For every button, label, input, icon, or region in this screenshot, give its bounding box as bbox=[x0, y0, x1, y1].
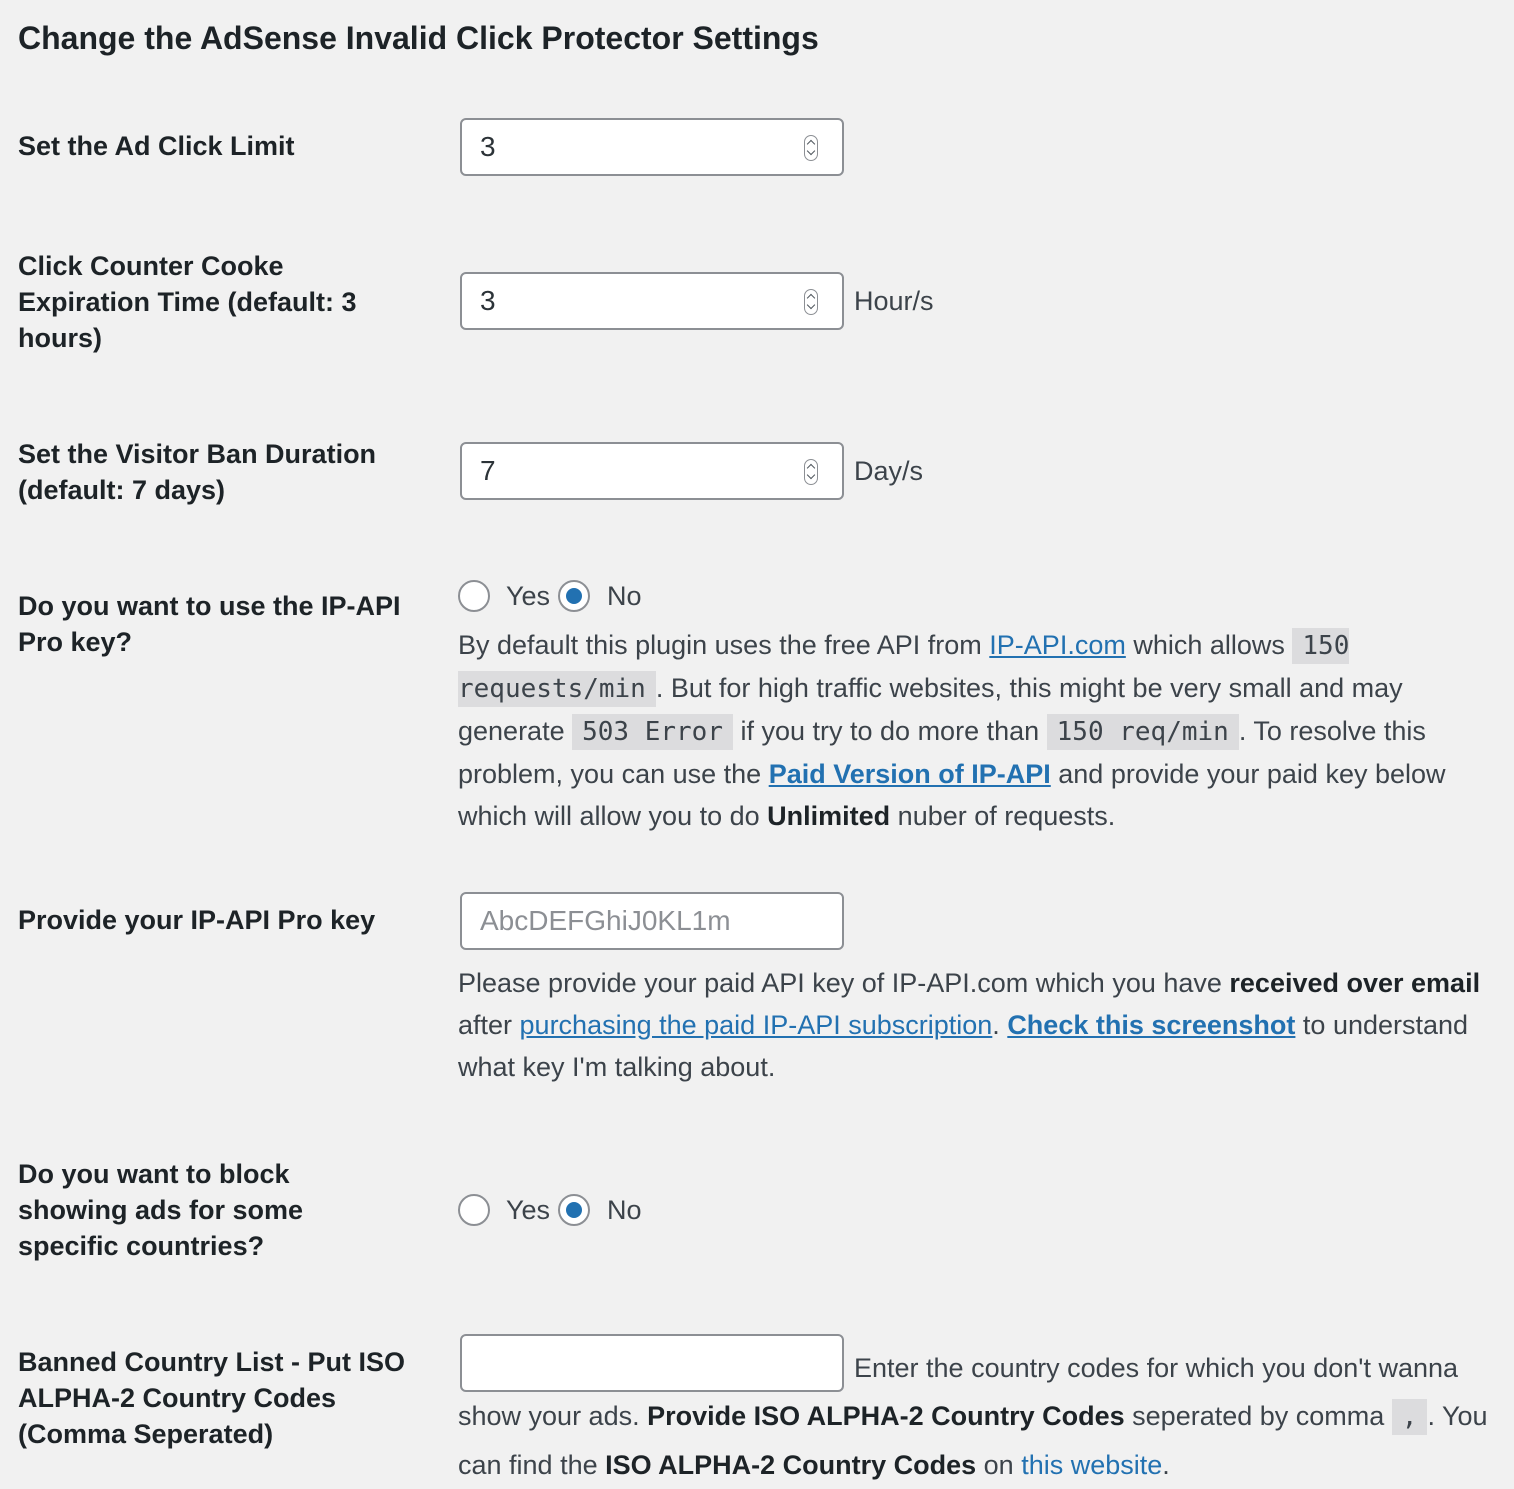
country-block-no-label[interactable]: No bbox=[607, 1195, 642, 1225]
desc-bold: Provide ISO ALPHA-2 Country Codes bbox=[647, 1401, 1125, 1431]
stepper-arrows-icon[interactable] bbox=[804, 289, 818, 315]
desc-text: . bbox=[1162, 1450, 1170, 1480]
desc-text: after bbox=[458, 1010, 520, 1040]
country-block-label: Do you want to block showing ads for some specific countries? bbox=[18, 1159, 304, 1261]
desc-bold: received over email bbox=[1229, 968, 1481, 998]
cookie-expiration-unit: Hour/s bbox=[854, 286, 934, 316]
ban-duration-label: Set the Visitor Ban Duration (default: 7 days) bbox=[18, 439, 377, 505]
code-comma: , bbox=[1392, 1399, 1428, 1435]
desc-text: and provide your paid key below which will allow you to do bbox=[458, 759, 1446, 831]
country-block-radio-group bbox=[458, 1194, 758, 1234]
ban-duration-value: 7 bbox=[480, 455, 496, 486]
code-requests-per-min: 150 requests/min bbox=[458, 628, 1349, 707]
desc-text: to understand what key I'm talking about. bbox=[458, 1010, 1469, 1082]
stepper-arrows-icon[interactable] bbox=[804, 135, 818, 161]
desc-text: By default this plugin uses the free API from bbox=[458, 630, 990, 660]
ban-duration-input[interactable] bbox=[460, 442, 844, 500]
paid-version-link[interactable]: Paid Version of IP-API bbox=[768, 759, 1051, 789]
cookie-expiration-label: Click Counter Cooke Expiration Time (default: 3 hours) bbox=[18, 251, 357, 353]
purchase-subscription-link[interactable]: purchasing the paid IP-API subscription bbox=[519, 1010, 993, 1040]
desc-text: nuber of requests. bbox=[890, 801, 1116, 831]
desc-bold: ISO ALPHA-2 Country Codes bbox=[605, 1450, 977, 1480]
country-block-no-radio[interactable] bbox=[558, 1194, 590, 1226]
click-limit-label: Set the Ad Click Limit bbox=[18, 131, 295, 161]
ipapi-key-input[interactable] bbox=[460, 892, 844, 950]
desc-text: if you try to do more than bbox=[732, 716, 1047, 746]
cookie-expiration-input[interactable] bbox=[460, 272, 844, 330]
this-website-link[interactable]: this website bbox=[1021, 1450, 1163, 1480]
banned-countries-description bbox=[458, 1344, 1498, 1489]
ipapi-key-placeholder: AbcDEFGhiJ0KL1m bbox=[480, 905, 731, 936]
ipapi-pro-no-radio[interactable] bbox=[558, 580, 590, 612]
ipapi-pro-radio-group bbox=[458, 580, 758, 620]
country-block-yes-radio[interactable] bbox=[458, 1194, 490, 1226]
check-screenshot-link[interactable]: Check this screenshot bbox=[1007, 1010, 1296, 1040]
desc-text: . bbox=[992, 1010, 1008, 1040]
desc-text: . But for high traffic websites, this might be very small and may generate bbox=[458, 673, 1403, 746]
desc-text: seperated by comma bbox=[1124, 1401, 1392, 1431]
desc-text: . To resolve this problem, you can use the bbox=[458, 716, 1426, 789]
desc-text: Please provide your paid API key of IP-API.com which you have bbox=[458, 968, 1230, 998]
cookie-expiration-value: 3 bbox=[480, 285, 496, 316]
ipapi-com-link[interactable]: IP-API.com bbox=[989, 630, 1126, 660]
desc-text: . You can find the bbox=[458, 1401, 1488, 1480]
ipapi-pro-no-label[interactable]: No bbox=[607, 581, 642, 611]
ipapi-key-label: Provide your IP-API Pro key bbox=[18, 905, 376, 935]
ipapi-pro-label: Do you want to use the IP-API Pro key? bbox=[18, 591, 401, 657]
ban-duration-unit: Day/s bbox=[854, 456, 924, 486]
page-title: Change the AdSense Invalid Click Protector Settings bbox=[18, 20, 819, 56]
code-503-error: 503 Error bbox=[572, 714, 733, 750]
click-limit-input[interactable] bbox=[460, 118, 844, 176]
ipapi-key-description bbox=[458, 962, 1498, 1088]
desc-bold: Unlimited bbox=[767, 801, 891, 831]
desc-text: on bbox=[976, 1450, 1022, 1480]
click-limit-value: 3 bbox=[480, 131, 496, 162]
desc-text: Enter the country codes for which you don't wanna show your ads. bbox=[458, 1353, 1459, 1431]
banned-countries-label: Banned Country List - Put ISO ALPHA-2 Country Codes (Comma Seperated) bbox=[18, 1347, 406, 1449]
ipapi-pro-description bbox=[458, 624, 1498, 837]
ipapi-pro-yes-radio[interactable] bbox=[458, 580, 490, 612]
country-block-yes-label[interactable]: Yes bbox=[506, 1195, 551, 1225]
ipapi-pro-yes-label[interactable]: Yes bbox=[506, 581, 551, 611]
code-req-per-min: 150 req/min bbox=[1047, 714, 1239, 750]
stepper-arrows-icon[interactable] bbox=[804, 459, 818, 485]
desc-text: which allows bbox=[1125, 630, 1293, 660]
